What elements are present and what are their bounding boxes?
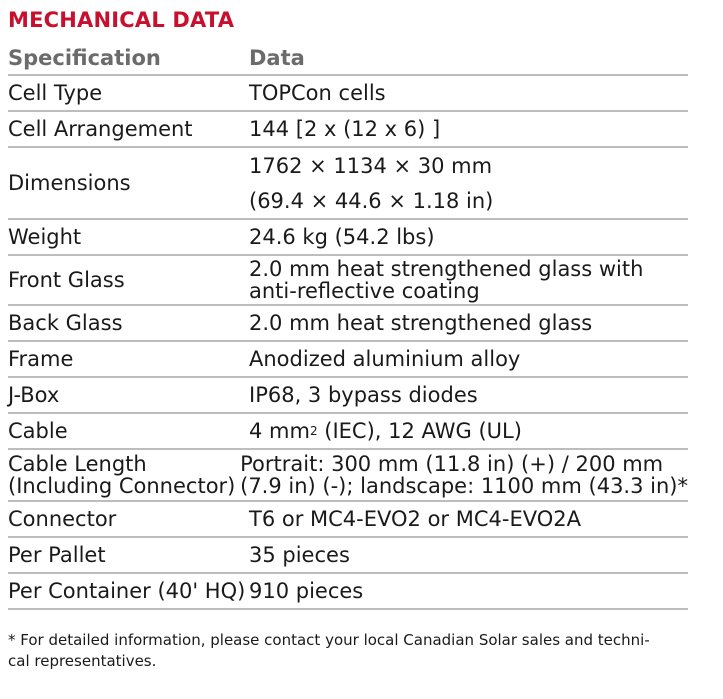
table-row	[8, 220, 688, 256]
table-row	[8, 342, 688, 378]
spec-value	[249, 256, 688, 304]
spec-value-line: (7.9 in) (-); landscape: 1100 mm (43.3 in)*	[240, 474, 688, 498]
spec-label: Cell Arrangement	[8, 117, 193, 141]
spec-label: Connector	[8, 507, 117, 531]
spec-label-line: (Including Connector)	[8, 474, 236, 498]
spec-label: Per Container (40' HQ)	[8, 579, 246, 603]
spec-label: Cable	[8, 419, 68, 443]
spec-value	[240, 450, 688, 500]
header-spec: Specification	[8, 46, 161, 70]
table-row	[8, 414, 688, 450]
spec-label: Dimensions	[8, 171, 131, 195]
section-title: MECHANICAL DATA	[8, 8, 235, 32]
table-row	[8, 538, 688, 574]
spec-value: 24.6 kg (54.2 lbs)	[249, 225, 435, 249]
spec-label: Back Glass	[8, 311, 123, 335]
spec-value-line: 1762 × 1134 × 30 mm	[249, 153, 493, 178]
spec-value: T6 or MC4-EVO2 or MC4-EVO2A	[249, 507, 581, 531]
footnote	[8, 630, 698, 672]
spec-value: IP68, 3 bypass diodes	[249, 383, 478, 407]
spec-value: 910 pieces	[249, 579, 364, 603]
spec-label: J-Box	[8, 383, 60, 407]
table-row	[8, 378, 688, 414]
cable-value-pre: 4 mm	[249, 419, 310, 443]
spec-value: TOPCon cells	[249, 81, 386, 105]
spec-value: 35 pieces	[249, 543, 350, 567]
spec-value-line: (69.4 × 44.6 × 1.18 in)	[249, 188, 494, 213]
spec-label-line: Cable Length	[8, 452, 147, 476]
spec-label: Weight	[8, 225, 82, 249]
spec-value: 4 mm 2 (IEC), 12 AWG (UL)	[249, 419, 522, 443]
spec-label	[8, 450, 240, 500]
table-row	[8, 306, 688, 342]
footnote-line: cal representatives.	[8, 652, 157, 670]
table-row	[8, 112, 688, 148]
cable-value-post: (IEC), 12 AWG (UL)	[317, 419, 522, 443]
table-row	[8, 450, 688, 502]
footnote-line: * For detailed information, please contact your local Canadian Solar sales and techni-	[8, 631, 650, 649]
table-row	[8, 76, 688, 112]
spec-value: 2.0 mm heat strengthened glass	[249, 311, 593, 335]
spec-value: 144 [2 x (12 x 6) ]	[249, 117, 441, 141]
spec-value: Anodized aluminium alloy	[249, 347, 521, 371]
spec-value-line: 2.0 mm heat strengthened glass with	[249, 257, 644, 281]
spec-label: Frame	[8, 347, 74, 371]
table-row	[8, 574, 688, 610]
spec-value	[249, 148, 688, 218]
spec-label: Cell Type	[8, 81, 103, 105]
table-row	[8, 502, 688, 538]
spec-table	[8, 42, 688, 610]
spec-label: Per Pallet	[8, 543, 106, 567]
spec-value-line: Portrait: 300 mm (11.8 in) (+) / 200 mm	[240, 452, 664, 476]
table-row	[8, 148, 688, 220]
header-data: Data	[249, 46, 305, 70]
table-header-row	[8, 42, 688, 76]
spec-label: Front Glass	[8, 268, 125, 292]
table-row	[8, 256, 688, 306]
spec-value-line: anti-reflective coating	[249, 279, 480, 303]
